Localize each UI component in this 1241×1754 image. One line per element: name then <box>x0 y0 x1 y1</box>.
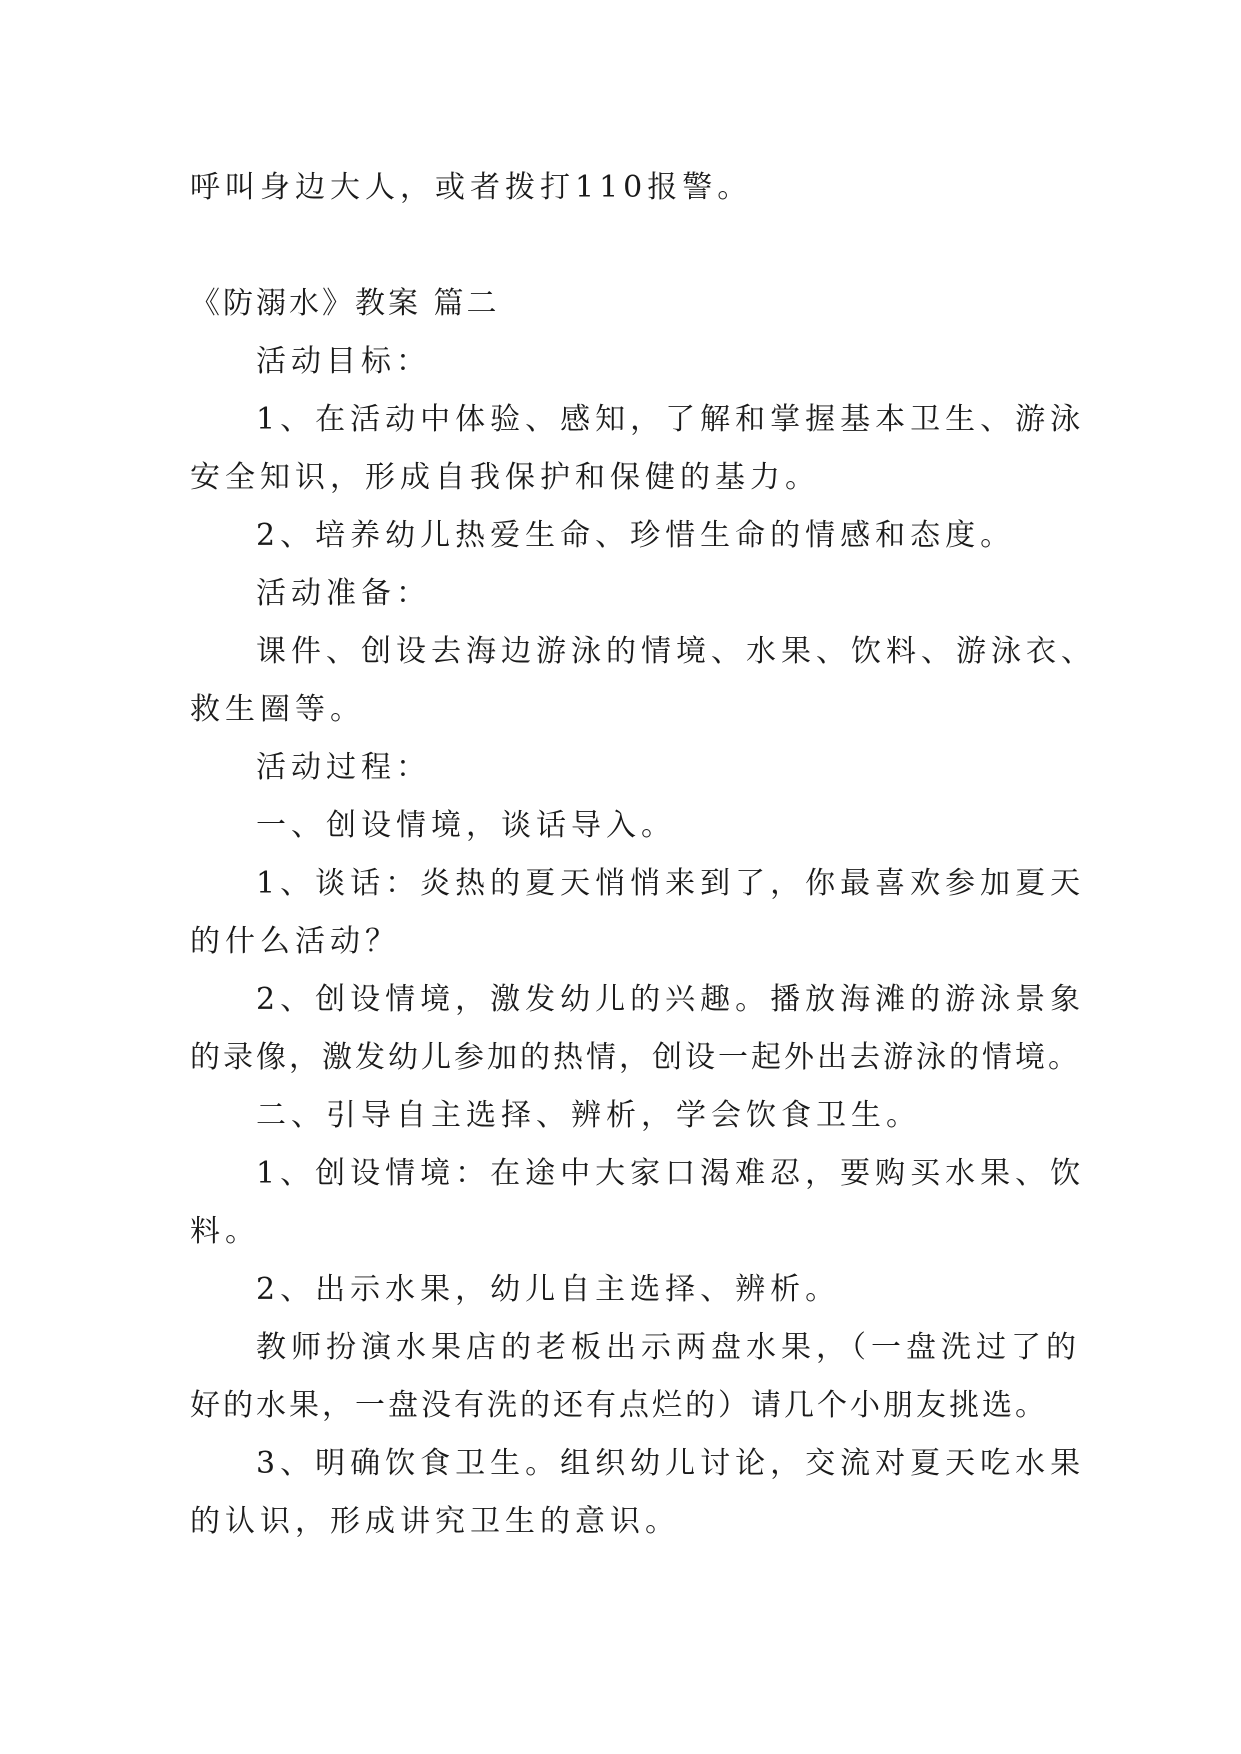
text-line: 教师扮演水果店的老板出示两盘水果，（一盘洗过了的 <box>256 1330 1081 1365</box>
text-line: 2、培养幼儿热爱生命、珍惜生命的情感和态度。 <box>256 518 1016 553</box>
text-line: 安全知识，形成自我保护和保健的基力。 <box>190 460 820 495</box>
text-line: 好的水果，一盘没有洗的还有点烂的）请几个小朋友挑选。 <box>190 1388 1048 1423</box>
text-line: 2、创设情境，激发幼儿的兴趣。播放海滩的游泳景象 <box>256 982 1086 1017</box>
text-line: 2、出示水果，幼儿自主选择、辨析。 <box>256 1272 841 1307</box>
text-line: 料。 <box>190 1214 260 1249</box>
text-line: 1、创设情境：在途中大家口渴难忍，要购买水果、饮 <box>256 1156 1086 1191</box>
text-line: 的认识，形成讲究卫生的意识。 <box>190 1504 680 1539</box>
text-line: 呼叫身边大人，或者拨打110报警。 <box>190 170 753 205</box>
text-line: 课件、创设去海边游泳的情境、水果、饮料、游泳衣、 <box>256 634 1096 669</box>
subheading-activity-goals: 活动目标： <box>256 344 431 379</box>
text-line: 3、明确饮食卫生。组织幼儿讨论，交流对夏天吃水果 <box>256 1446 1086 1481</box>
text-line: 的录像，激发幼儿参加的热情，创设一起外出去游泳的情境。 <box>190 1040 1081 1075</box>
text-line: 1、谈话：炎热的夏天悄悄来到了，你最喜欢参加夏天 <box>256 866 1086 901</box>
text-line: 的什么活动？ <box>190 924 400 959</box>
text-line: 救生圈等。 <box>190 692 365 727</box>
text-line: 二、引导自主选择、辨析，学会饮食卫生。 <box>256 1098 921 1133</box>
text-line: 一、创设情境，谈话导入。 <box>256 808 676 843</box>
subheading-activity-process: 活动过程： <box>256 750 431 785</box>
subheading-activity-preparation: 活动准备： <box>256 576 431 611</box>
text-line: 1、在活动中体验、感知，了解和掌握基本卫生、游泳 <box>256 402 1086 437</box>
section-title: 《防溺水》教案 篇二 <box>190 286 500 321</box>
